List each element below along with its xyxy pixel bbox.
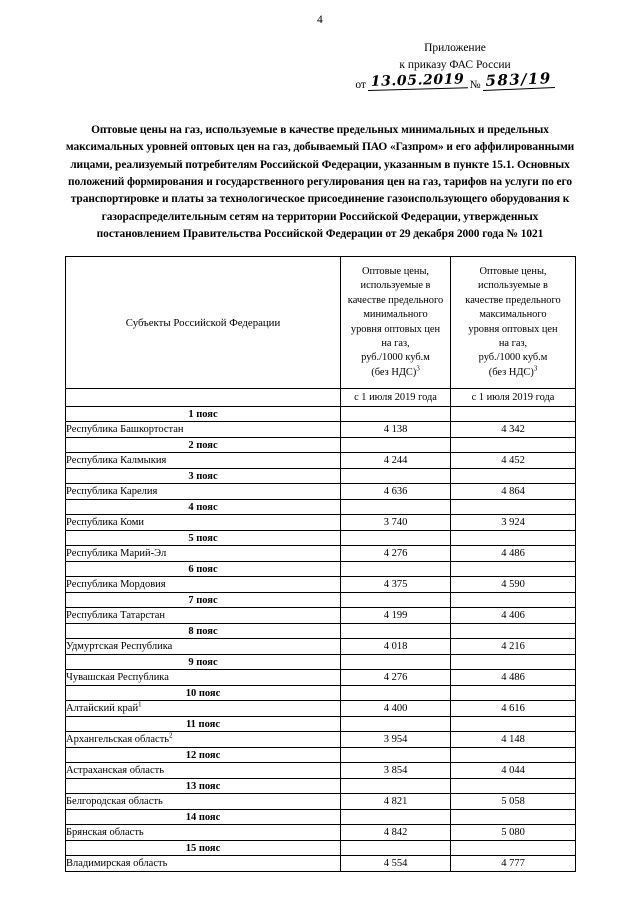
order-date-handwritten: 13.05.2019	[367, 72, 467, 90]
max-price-value: 4 452	[451, 453, 576, 469]
zone-label: 1 пояс	[66, 407, 341, 422]
zone-label: 14 пояс	[66, 810, 341, 825]
footnote-marker: 2	[169, 732, 173, 740]
zone-label: 6 пояс	[66, 562, 341, 577]
zone-label: 15 пояс	[66, 841, 341, 856]
table-row	[66, 732, 576, 748]
zone-row	[66, 531, 576, 546]
zone-row	[66, 655, 576, 670]
zone-min-empty	[341, 438, 451, 453]
max-price-value: 4 777	[451, 856, 576, 872]
max-price-value: 4 486	[451, 546, 576, 562]
table-header-row	[66, 257, 576, 389]
region-name: Республика Башкортостан	[66, 422, 341, 438]
date-row-empty-cell	[66, 389, 341, 407]
zone-max-empty	[451, 779, 576, 794]
zone-label: 10 пояс	[66, 686, 341, 701]
page-number: 4	[317, 14, 323, 26]
table-row	[66, 794, 576, 810]
zone-max-empty	[451, 438, 576, 453]
min-price-value: 4 842	[341, 825, 451, 841]
table-body	[66, 257, 576, 872]
max-price-value: 4 406	[451, 608, 576, 624]
table-row	[66, 825, 576, 841]
zone-row	[66, 500, 576, 515]
zone-max-empty	[451, 748, 576, 763]
max-price-value: 4 590	[451, 577, 576, 593]
min-price-value: 4 821	[341, 794, 451, 810]
table-row	[66, 453, 576, 469]
min-price-value: 4 244	[341, 453, 451, 469]
max-price-value: 4 216	[451, 639, 576, 655]
footnote-marker: 3	[533, 365, 538, 373]
zone-min-empty	[341, 593, 451, 608]
table-row	[66, 763, 576, 779]
region-name: Республика Мордовия	[66, 577, 341, 593]
max-price-value: 4 148	[451, 732, 576, 748]
zone-max-empty	[451, 686, 576, 701]
zone-max-empty	[451, 717, 576, 732]
zone-max-empty	[451, 531, 576, 546]
prices-table-container	[65, 256, 575, 872]
zone-row	[66, 562, 576, 577]
zone-row	[66, 779, 576, 794]
footnote-marker: 1	[138, 701, 142, 709]
zone-label: 8 пояс	[66, 624, 341, 639]
min-price-value: 3 854	[341, 763, 451, 779]
zone-row	[66, 810, 576, 825]
table-row	[66, 515, 576, 531]
header-max-price: Оптовые цены, используемые в качестве предельного максимального уровня оптовых цен на газ, руб./1000 куб.м (без НДС)$^3$	[451, 257, 576, 389]
appendix-order-details	[330, 69, 580, 91]
order-number-handwritten: 583/19	[482, 71, 555, 91]
table-row	[66, 484, 576, 500]
zone-label: 11 пояс	[66, 717, 341, 732]
zone-min-empty	[341, 810, 451, 825]
zone-max-empty	[451, 810, 576, 825]
zone-label: 4 пояс	[66, 500, 341, 515]
zone-min-empty	[341, 655, 451, 670]
zone-row	[66, 593, 576, 608]
table-row	[66, 856, 576, 872]
zone-row	[66, 407, 576, 422]
appendix-order-authority: к приказу ФАС России	[399, 58, 511, 71]
table-row	[66, 422, 576, 438]
appendix-header	[330, 40, 580, 73]
max-price-value: 5 058	[451, 794, 576, 810]
zone-label: 2 пояс	[66, 438, 341, 453]
min-price-value: 4 138	[341, 422, 451, 438]
min-price-value: 4 636	[341, 484, 451, 500]
date-max-column: с 1 июля 2019 года	[451, 389, 576, 407]
region-name: Астраханская область	[66, 763, 341, 779]
zone-min-empty	[341, 562, 451, 577]
zone-label: 12 пояс	[66, 748, 341, 763]
max-price-value: 4 616	[451, 701, 576, 717]
max-price-value: 5 080	[451, 825, 576, 841]
region-name: Чувашская Республика	[66, 670, 341, 686]
zone-row	[66, 686, 576, 701]
order-number-prefix: №	[469, 78, 481, 91]
header-subject: Субъекты Российской Федерации	[66, 257, 341, 389]
min-price-value: 3 740	[341, 515, 451, 531]
order-date-prefix: от	[355, 78, 366, 91]
zone-label: 3 пояс	[66, 469, 341, 484]
zone-row	[66, 624, 576, 639]
zone-row	[66, 841, 576, 856]
zone-min-empty	[341, 841, 451, 856]
table-row	[66, 701, 576, 717]
zone-row	[66, 717, 576, 732]
appendix-label: Приложение	[424, 42, 486, 54]
min-price-value: 3 954	[341, 732, 451, 748]
zone-row	[66, 748, 576, 763]
zone-min-empty	[341, 686, 451, 701]
footnote-marker: 3	[416, 365, 420, 373]
zone-min-empty	[341, 500, 451, 515]
zone-min-empty	[341, 407, 451, 422]
max-price-value: 4 864	[451, 484, 576, 500]
region-name: Республика Калмыкия	[66, 453, 341, 469]
max-price-value: 3 924	[451, 515, 576, 531]
zone-max-empty	[451, 624, 576, 639]
zone-min-empty	[341, 469, 451, 484]
min-price-value: 4 400	[341, 701, 451, 717]
region-name: Республика Коми	[66, 515, 341, 531]
region-name: Республика Татарстан	[66, 608, 341, 624]
table-row	[66, 577, 576, 593]
region-name: Владимирская область	[66, 856, 341, 872]
zone-min-empty	[341, 624, 451, 639]
zone-max-empty	[451, 562, 576, 577]
zone-min-empty	[341, 531, 451, 546]
zone-max-empty	[451, 469, 576, 484]
region-name: Республика Марий-Эл	[66, 546, 341, 562]
min-price-value: 4 554	[341, 856, 451, 872]
zone-label: 5 пояс	[66, 531, 341, 546]
zone-label: 7 пояс	[66, 593, 341, 608]
max-price-value: 4 486	[451, 670, 576, 686]
zone-min-empty	[341, 779, 451, 794]
region-name: Брянская область	[66, 825, 341, 841]
date-min-column: с 1 июля 2019 года	[341, 389, 451, 407]
min-price-value: 4 018	[341, 639, 451, 655]
zone-label: 9 пояс	[66, 655, 341, 670]
table-date-row	[66, 389, 576, 407]
zone-max-empty	[451, 593, 576, 608]
zone-row	[66, 438, 576, 453]
zone-label: 13 пояс	[66, 779, 341, 794]
zone-max-empty	[451, 500, 576, 515]
zone-max-empty	[451, 655, 576, 670]
header-min-price: Оптовые цены, используемые в качестве предельного минимального уровня оптовых цен на газ, руб./1000 куб.м (без НДС)$^3$	[341, 257, 451, 389]
zone-min-empty	[341, 748, 451, 763]
prices-table	[65, 256, 576, 872]
table-row	[66, 639, 576, 655]
min-price-value: 4 375	[341, 577, 451, 593]
region-name: Архангельская область$^2$	[66, 732, 341, 748]
zone-row	[66, 469, 576, 484]
table-row	[66, 670, 576, 686]
max-price-value: 4 044	[451, 763, 576, 779]
zone-max-empty	[451, 407, 576, 422]
zone-min-empty	[341, 717, 451, 732]
min-price-value: 4 276	[341, 670, 451, 686]
document-title: Оптовые цены на газ, используемые в качестве предельных минимальных и предельных максимальных уровней оптовых цен на газ, добываемый ПАО «Газпром» и его аффилированными лицами, реализуемый потребителям Российской Федерации, указанным в пункте 15.1. Основных положений формирования и государственного регулирования цен на газ, тарифов на услуги по его транспортировке и платы за технологическое присоединение газоиспользующего оборудования к газораспределительным сетям на территории Российской Федерации, утвержденных постановлением Правительства Российской Федерации от 29 декабря 2000 года № 1021	[65, 124, 575, 240]
region-name: Удмуртская Республика	[66, 639, 341, 655]
table-row	[66, 608, 576, 624]
min-price-value: 4 276	[341, 546, 451, 562]
region-name: Республика Карелия	[66, 484, 341, 500]
min-price-value: 4 199	[341, 608, 451, 624]
region-name: Алтайский край$^1$	[66, 701, 341, 717]
table-row	[66, 546, 576, 562]
max-price-value: 4 342	[451, 422, 576, 438]
zone-max-empty	[451, 841, 576, 856]
region-name: Белгородская область	[66, 794, 341, 810]
